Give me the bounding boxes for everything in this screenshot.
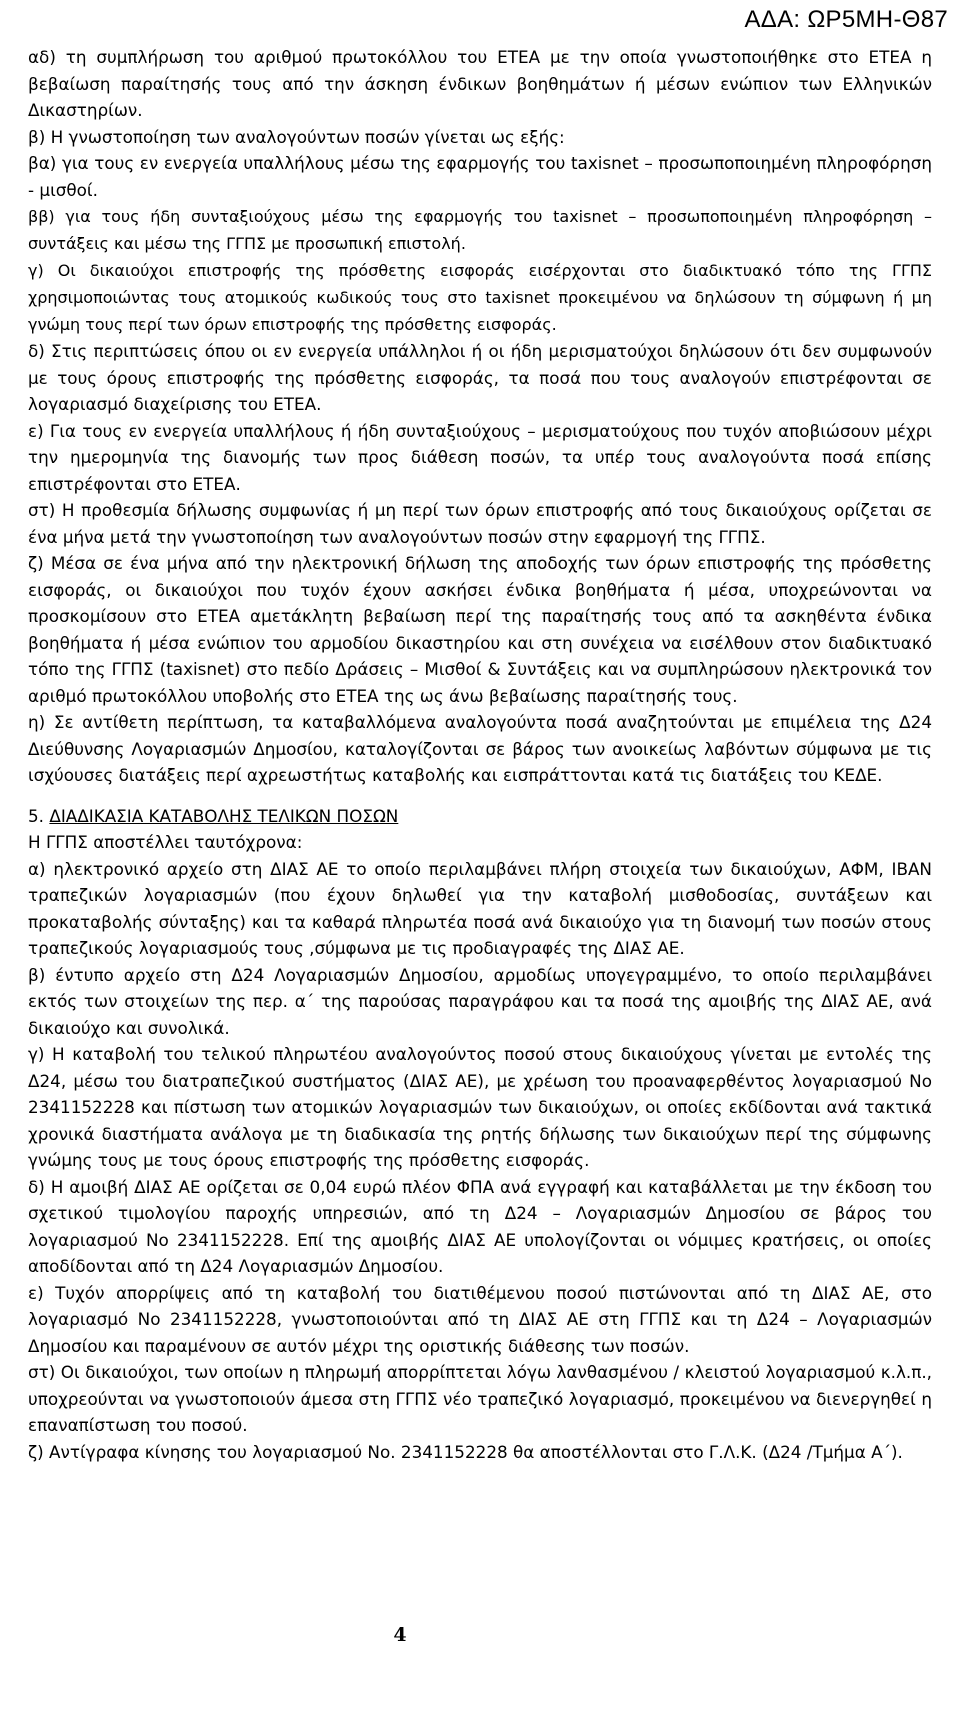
- section-5-paragraph-b: β) έντυπο αρχείο στη Δ24 Λογαριασμών Δημοσίου, αρμοδίως υπογεγραμμένο, το οποίο περιλαμβάνει εκτός των στοιχείων της περ. α΄ της παρούσας παραγράφου και τα ποσά της αμοιβής της ΔΙΑΣ ΑΕ, ανά δικαιούχο και συνολικά.: [28, 964, 932, 1038]
- paragraph-z: ζ) Μέσα σε ένα μήνα από την ηλεκτρονική δήλωση της αποδοχής των όρων επιστροφής της πρόσθετης εισφοράς, οι δικαιούχοι που τυχόν έχουν ασκήσει ένδικα βοηθήματα ή μέσα, υποχρεώνονται να προσκομίσουν στο ΕΤΕΑ αμετάκλητη βεβαίωση περί της παραίτησής τους από τα ασκηθέντα ένδικα βοηθήματα ή μέσα ενώπιον του αρμοδίου δικαστηρίου και στη συνέχεια να εισέλθουν στον διαδικτυακό τόπο της ΓΓΠΣ (taxisnet) στο πεδίο Δράσεις – Μισθοί & Συντάξεις και να συμπληρώσουν ηλεκτρονικά τον αριθμό πρωτοκόλλου υποβολής στο ΕΤΕΑ της ως άνω βεβαίωσης παραίτησής τους.: [28, 553, 932, 706]
- paragraph-st: στ) Η προθεσμία δήλωσης συμφωνίας ή μη περί των όρων επιστροφής από τους δικαιούχους ορίζεται σε ένα μήνα μετά την γνωστοποίηση των αναλογούντων ποσών στην εφαρμογή της ΓΓΠΣ.: [28, 500, 932, 547]
- paragraph-e: ε) Για τους εν ενεργεία υπαλλήλους ή ήδη συνταξιούχους – μερισματούχους που τυχόν αποβιώσουν μέχρι την ημερομηνία της διανομής των προς διάθεση ποσών, τα υπέρ τους αναλογούντα ποσά επίσης επιστρέφονται στο ΕΤΕΑ.: [28, 420, 932, 494]
- section-5-paragraph-a: α) ηλεκτρονικό αρχείο στη ΔΙΑΣ ΑΕ το οποίο περιλαμβάνει πλήρη στοιχεία των δικαιούχων, ΑΦΜ, ΙΒΑΝ τραπεζικών λογαριασμών (που έχουν δηλωθεί για την καταβολή μισθοδοσίας, συντάξεων και προκαταβολής σύνταξης) και τα καθαρά πληρωτέα ποσά ανά δικαιούχο για τη διανομή των ποσών στους τραπεζικούς λογαριασμούς τους ,σύμφωνα με τις προδιαγραφές της ΔΙΑΣ ΑΕ.: [28, 858, 932, 958]
- section-5-paragraph-z: ζ) Αντίγραφα κίνησης του λογαριασμού Νο. 2341152228 θα αποστέλλονται στο Γ.Λ.Κ. (Δ24 /Τμήμα Α΄).: [28, 1441, 903, 1462]
- section-5-intro: Η ΓΓΠΣ αποστέλλει ταυτόχρονα:: [28, 832, 303, 852]
- paragraph-b: β) Η γνωστοποίηση των αναλογούντων ποσών γίνεται ως εξής:: [28, 126, 565, 147]
- paragraph-h: η) Σε αντίθετη περίπτωση, τα καταβαλλόμενα αναλογούντα ποσά αναζητούνται με επιμέλεια της Δ24 Διεύθυνσης Λογαριασμών Δημοσίου, καταλογίζονται σε βάρος των ανοικείως λαβόντων σύμφωνα με τις ισχύουσες διατάξεις περί αχρεωστήτως καταβολής και εισπράττονται κατά τις διατάξεις του ΚΕΔΕ.: [28, 712, 932, 785]
- section-5-paragraph-e: ε) Τυχόν απορρίψεις από τη καταβολή του διατιθέμενου ποσού πιστώνονται από τη ΔΙΑΣ ΑΕ, στο λογαριασμό Νο 2341152228, γνωστοποιούνται από τη ΔΙΑΣ ΑΕ στη ΓΓΠΣ και τη Δ24 – Λογαριασμών Δημοσίου και παραμένουν σε αυτόν μέχρι της οριστικής διάθεσης των ποσών.: [28, 1282, 932, 1356]
- section-5-paragraph-c: γ) Η καταβολή του τελικού πληρωτέου αναλογούντος ποσού στους δικαιούχους γίνεται με εντολές της Δ24, μέσω του διατραπεζικού συστήματος (ΔΙΑΣ ΑΕ), με χρέωση του προαναφερθέντος λογαριασμού Νο 2341152228 και πίστωση των ατομικών λογαριασμών των δικαιούχων, οι οποίες εκδίδονται ανά τακτικά χρονικά διαστήματα ανάλογα με τη διαδικασία της ρητής δήλωσης των δικαιούχων περί της σύμφωνης γνώμης τους με τους όρους επιστροφής της πρόσθετης εισφοράς.: [28, 1044, 932, 1170]
- document-body: [28, 44, 932, 1465]
- ada-code: ΑΔΑ: ΩΡ5ΜΗ-Θ87: [744, 6, 948, 33]
- page-number: 4: [393, 1624, 407, 1646]
- section-5-paragraph-st: στ) Οι δικαιούχοι, των οποίων η πληρωμή απορρίπτεται λόγω λανθασμένου / κλειστού λογαριασμού κ.λ.π., υποχρεούνται να γνωστοποιούν άμεσα στη ΓΓΠΣ νέο τραπεζικό λογαριασμό, προκειμένου να διενεργηθεί η επαναπίστωση του ποσού.: [28, 1362, 932, 1435]
- paragraph-ad: αδ) τη συμπλήρωση του αριθμού πρωτοκόλλου του ΕΤΕΑ με την οποία γνωστοποιήθηκε στο ΕΤΕΑ η βεβαίωση παραίτησής τους από την άσκηση ένδικων βοηθημάτων ή μέσων ενώπιον των Ελληνικών Δικαστηρίων.: [28, 47, 932, 120]
- section-5-title: ΔΙΑΔΙΚΑΣΙΑ ΚΑΤΑΒΟΛΗΣ ΤΕΛΙΚΩΝ ΠΟΣΩΝ: [49, 805, 399, 826]
- paragraph-ba: βα) για τους εν ενεργεία υπαλλήλους μέσω της εφαρμογής του taxisnet – προσωποποιημένη πληροφόρηση - μισθοί.: [28, 153, 932, 200]
- section-5-number: 5.: [28, 805, 45, 826]
- paragraph-bb: ββ) για τους ήδη συνταξιούχους μέσω της εφαρμογής του taxisnet – προσωποποιημένη πληροφόρηση – συντάξεις και μέσω της ΓΓΠΣ με προσωπική επιστολή.: [28, 207, 932, 253]
- section-5-heading: [28, 803, 932, 830]
- section-5-paragraph-d: δ) Η αμοιβή ΔΙΑΣ ΑΕ ορίζεται σε 0,04 ευρώ πλέον ΦΠΑ ανά εγγραφή και καταβάλλεται με την έκδοση του σχετικού τιμολογίου παροχής υπηρεσιών, από τη Δ24 – Λογαριασμών Δημοσίου σε βάρος του λογαριασμού Νο 2341152228. Επί της αμοιβής ΔΙΑΣ ΑΕ υπολογίζονται οι νόμιμες κρατήσεις, οι οποίες αποδίδονται από τη Δ24 Λογαριασμών Δημοσίου.: [28, 1176, 932, 1276]
- paragraph-c: γ) Οι δικαιούχοι επιστροφής της πρόσθετης εισφοράς εισέρχονται στο διαδικτυακό τόπο της ΓΓΠΣ χρησιμοποιώντας τους ατομικούς κωδικούς τους στο taxisnet προκειμένου να δηλώσουν τη σύμφωνη ή μη γνώμη τους περί των όρων επιστροφής της πρόσθετης εισφοράς.: [28, 261, 932, 334]
- paragraph-d: δ) Στις περιπτώσεις όπου οι εν ενεργεία υπάλληλοι ή οι ήδη μερισματούχοι δηλώσουν ότι δεν συμφωνούν με τους όρους επιστροφής της πρόσθετης εισφοράς, τα ποσά που τους αναλογούν επιστρέφονται σε λογαριασμό διαχείρισης του ΕΤΕΑ.: [28, 341, 932, 414]
